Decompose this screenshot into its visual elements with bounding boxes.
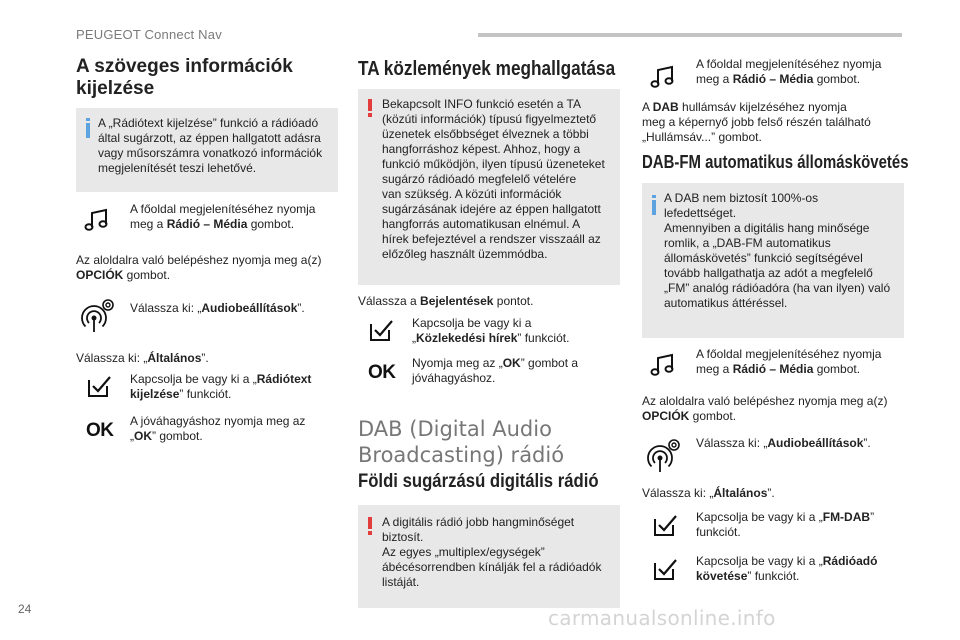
info-box-radiotext <box>76 108 338 192</box>
watermark: carmanualsonline.info <box>548 606 776 630</box>
info-box-text: A „Rádiótext kijelzése” funkció a rádióadó által sugárzott, az éppen hallgatott adásra vagy műsorszámra vonatkozó információk megjelenítését teszi lehetővé. <box>98 116 323 175</box>
step-station-follow-toggle: Kapcsolja be vagy ki a „Rádióadó követése” funkciót. <box>696 554 878 583</box>
dab-band-paragraph: A DAB hullámsáv kijelzéséhez nyomja meg a képernyő jobb felső részén található „Hullámsáv...” gombot. <box>642 100 871 144</box>
step-radio-media: A főoldal megjelenítéséhez nyomja meg a Rádió – Média gombot. <box>696 347 882 376</box>
announcements-paragraph: Válassza a Bejelentések pontot. <box>358 294 534 308</box>
info-box-text: A DAB nem biztosít 100%-os lefedettséget. Amennyiben a digitális hang minősége romlik, a „DAB-FM automatikus állomáskövetés” funkció segítségével tovább hallgathatja az adót a megfelelő „FM” analóg rádióadóra (ha van ilyen) való automatikus áttéréssel. <box>664 191 891 310</box>
general-paragraph: Válassza ki: „Általános”. <box>76 351 209 365</box>
audio-settings-icon <box>80 296 120 334</box>
music-note-icon <box>650 352 678 378</box>
step-fm-dab-toggle: Kapcsolja be vagy ki a „FM-DAB” funkciót. <box>696 510 875 539</box>
options-paragraph: Az aloldalra való belépéshez nyomja meg a(z) OPCIÓK gombot. <box>642 394 888 423</box>
warning-icon <box>368 517 372 529</box>
warning-box-ta <box>358 89 620 285</box>
section-title-dab: DAB (Digital Audio Broadcasting) rádió <box>358 417 565 467</box>
subheading-terrestrial-digital-radio: Földi sugárzású digitális rádió <box>358 471 599 492</box>
warning-icon <box>368 99 372 111</box>
step-ok-confirm: Nyomja meg az „OK” gombot a jóváhagyáshoz. <box>412 356 579 385</box>
step-traffic-news: Kapcsolja be vagy ki a „Közlekedési hírek” funkciót. <box>412 316 570 345</box>
step-audio-settings: Válassza ki: „Audiobeállítások”. <box>696 436 871 450</box>
music-note-icon <box>84 207 112 233</box>
audio-settings-icon <box>646 436 686 474</box>
general-paragraph: Válassza ki: „Általános”. <box>642 486 775 500</box>
step-audio-settings: Válassza ki: „Audiobeállítások”. <box>130 301 305 315</box>
page-number: 24 <box>18 602 32 616</box>
options-paragraph: Az aloldalra való belépéshez nyomja meg a(z) OPCIÓK gombot. <box>76 253 322 282</box>
checkbox-icon <box>652 557 680 583</box>
warning-box-text: Bekapcsolt INFO funkció esetén a TA (közúti információk) típusú figyelmeztető üzenetek elsőbbséget élveznek a többi hangforráshoz képest. Ahhoz, hogy a funkció működjön, ilyen típusú üzeneteket sugárzó rádióadó megfelelő vételére van szükség. A közúti információk sugárzásának idejére az éppen hallgatott hangforrás automatikusan elnémul. A hírek befejeztével a rendszer visszaáll az előzőleg használt üzemmódba. <box>382 97 605 261</box>
music-note-icon <box>650 64 678 90</box>
checkbox-icon <box>86 374 114 400</box>
ok-icon: OK <box>368 362 396 383</box>
step-radiotext-toggle: Kapcsolja be vagy ki a „Rádiótext kijelzése” funkciót. <box>130 372 312 401</box>
step-radio-media: A főoldal megjelenítéséhez nyomja meg a Rádió – Média gombot. <box>696 57 882 86</box>
section-heading-dab-fm: DAB-FM automatikus állomáskövetés <box>642 152 909 172</box>
step-radio-media: A főoldal megjelenítéséhez nyomja meg a Rádió – Média gombot. <box>130 202 316 231</box>
section-heading-ta: TA közlemények meghallgatása <box>358 58 616 80</box>
checkbox-icon <box>368 318 396 344</box>
info-icon <box>652 200 656 215</box>
page-header-title: PEUGEOT Connect Nav <box>76 27 222 42</box>
header-rule <box>478 33 902 37</box>
step-ok-confirm: A jóváhagyáshoz nyomja meg az „OK” gombot. <box>130 414 306 443</box>
info-icon <box>86 123 90 138</box>
warning-box-text: A digitális rádió jobb hangminőséget biztosít. Az egyes „multiplex/egységek” ábécésorrendben kínálják fel a rádióadók listáját. <box>382 515 602 589</box>
checkbox-icon <box>652 513 680 539</box>
section-heading-radiotext: A szöveges információk kijelzése <box>76 56 293 99</box>
ok-icon: OK <box>86 420 114 441</box>
warning-box-dab <box>358 505 620 608</box>
info-box-dab-fm <box>642 183 904 338</box>
